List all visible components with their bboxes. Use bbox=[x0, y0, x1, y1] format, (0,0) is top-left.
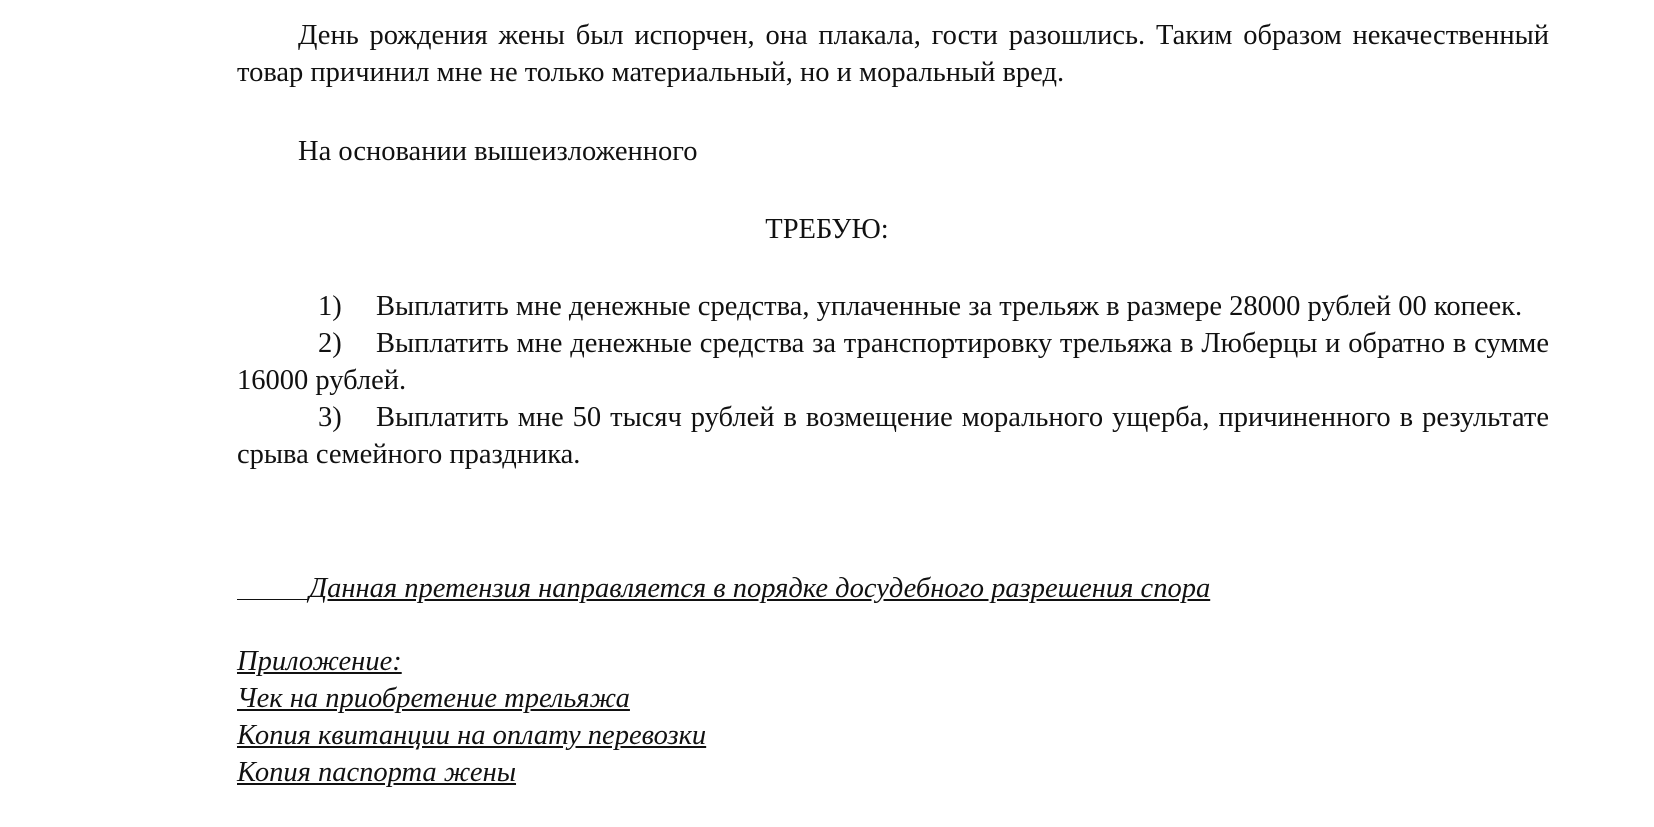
attachment-item: Копия паспорта жены bbox=[237, 757, 517, 788]
demand-item bbox=[237, 288, 1549, 325]
paragraph-consequences bbox=[237, 17, 1549, 91]
demand-text: Выплатить мне денежные средства за транспортировку трельяжа в Люберцы и обратно в сумме 16000 рублей. bbox=[237, 328, 1549, 396]
demand-number: 2) bbox=[318, 328, 342, 359]
demand-number: 1) bbox=[318, 291, 342, 322]
demand-number: 3) bbox=[318, 402, 342, 433]
attachment-item: Чек на приобретение трельяжа bbox=[237, 683, 630, 714]
paragraph-basis bbox=[237, 133, 1549, 170]
demand-item bbox=[237, 325, 1549, 399]
attachments-title: Приложение: bbox=[237, 646, 402, 677]
demand-list bbox=[237, 288, 1549, 473]
demand-heading: ТРЕБУЮ: bbox=[765, 214, 889, 245]
notice-underline-lead bbox=[237, 569, 309, 600]
paragraph-consequences-text: День рождения жены был испорчен, она плакала, гости разошлись. Таким образом некачественный товар причинил мне не только материальный, но и моральный вред. bbox=[237, 20, 1549, 88]
demand-text: Выплатить мне денежные средства, уплаченные за трельяж в размере 28000 рублей 00 копеек. bbox=[376, 291, 1523, 322]
demand-item bbox=[237, 399, 1549, 473]
attachment-item: Копия квитанции на оплату перевозки bbox=[237, 720, 707, 751]
attachments-block bbox=[237, 643, 706, 791]
pretrial-notice-text: Данная претензия направляется в порядке досудебного разрешения спора bbox=[309, 573, 1211, 604]
paragraph-basis-text: На основании вышеизложенного bbox=[298, 136, 698, 167]
demand-text: Выплатить мне 50 тысяч рублей в возмещение морального ущерба, причиненного в результате срыва семейного праздника. bbox=[237, 402, 1549, 470]
pretrial-notice bbox=[237, 566, 1210, 607]
